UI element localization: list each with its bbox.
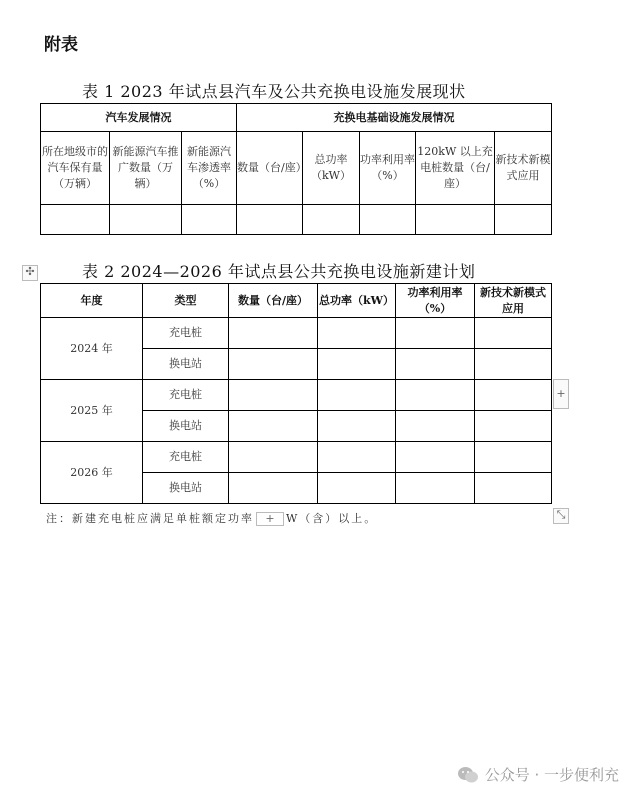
table2-cell[interactable]	[396, 318, 475, 349]
table2-year-cell: 2024 年	[41, 318, 143, 380]
table1-cell[interactable]	[110, 205, 182, 235]
table-note	[46, 510, 377, 526]
table2-cell[interactable]	[475, 442, 552, 473]
table2-cell[interactable]	[475, 318, 552, 349]
table2-cell[interactable]	[396, 349, 475, 380]
wechat-icon	[457, 766, 479, 784]
add-row-icon[interactable]: +	[256, 512, 284, 526]
table1-group-vehicle: 汽车发展情况	[41, 104, 237, 132]
add-column-icon[interactable]: +	[553, 379, 569, 409]
table1-col-header: 新能源汽车渗透率（%）	[182, 132, 237, 205]
table2-year-cell: 2025 年	[41, 380, 143, 442]
table2-header-new-tech: 新技术新模式应用	[475, 284, 552, 318]
table2-cell[interactable]	[229, 349, 318, 380]
table2-cell[interactable]	[318, 349, 396, 380]
table2-cell[interactable]	[229, 473, 318, 504]
table2-cell[interactable]	[475, 349, 552, 380]
table2-year-cell: 2026 年	[41, 442, 143, 504]
table2-type-cell: 换电站	[143, 473, 229, 504]
table2-cell[interactable]	[396, 411, 475, 442]
table1-col-header: 总功率（kW）	[303, 132, 360, 205]
heading: 附表	[44, 35, 78, 55]
table1-cell[interactable]	[495, 205, 552, 235]
table2-header-year: 年度	[41, 284, 143, 318]
table2-header-type: 类型	[143, 284, 229, 318]
table2-cell[interactable]	[318, 473, 396, 504]
table2-type-cell: 充电桩	[143, 318, 229, 349]
footer-text: 公众号 · 一步便利充	[484, 766, 619, 784]
table2-cell[interactable]	[229, 411, 318, 442]
table1-cell[interactable]	[303, 205, 360, 235]
table1-cell[interactable]	[182, 205, 237, 235]
table1-cell[interactable]	[237, 205, 303, 235]
table2-header-count: 数量（台/座）	[229, 284, 318, 318]
table2-title: 表 2 2024—2026 年试点县公共充换电设施新建计划	[82, 262, 476, 281]
table2-cell[interactable]	[229, 442, 318, 473]
table1-col-header: 新能源汽车推广数量（万辆）	[110, 132, 182, 205]
table2-type-cell: 换电站	[143, 349, 229, 380]
table1	[40, 103, 552, 235]
note-text-before: 注：新建充电桩应满足单桩额定功率	[46, 512, 254, 525]
table2-cell[interactable]	[318, 318, 396, 349]
table-move-handle-icon[interactable]: ✣	[22, 265, 38, 281]
table2-cell[interactable]	[475, 411, 552, 442]
table2-cell[interactable]	[396, 442, 475, 473]
table1-title: 表 1 2023 年试点县汽车及公共充换电设施发展现状	[82, 82, 466, 101]
table2-type-cell: 充电桩	[143, 442, 229, 473]
table2-cell[interactable]	[318, 411, 396, 442]
table2-type-cell: 充电桩	[143, 380, 229, 411]
table2-cell[interactable]	[475, 473, 552, 504]
table1-cell[interactable]	[360, 205, 416, 235]
table1-cell[interactable]	[416, 205, 495, 235]
table2-header-utilization: 功率利用率（%）	[396, 284, 475, 318]
table2-cell[interactable]	[318, 442, 396, 473]
table2-cell[interactable]	[396, 473, 475, 504]
table2-cell[interactable]	[318, 380, 396, 411]
note-text-after: W（含）以上。	[286, 512, 378, 525]
table1-group-infrastructure: 充换电基础设施发展情况	[237, 104, 552, 132]
table1-col-header: 新技术新模式应用	[495, 132, 552, 205]
table2-cell[interactable]	[396, 380, 475, 411]
table1-col-header: 120kW 以上充电桩数量（台/座）	[416, 132, 495, 205]
footer-watermark	[457, 764, 619, 785]
table2-cell[interactable]	[229, 380, 318, 411]
table1-col-header: 功率利用率（%）	[360, 132, 416, 205]
table2-cell[interactable]	[229, 318, 318, 349]
table1-col-header: 所在地级市的汽车保有量（万辆）	[41, 132, 110, 205]
table2-header-power: 总功率（kW）	[318, 284, 396, 318]
table1-cell[interactable]	[41, 205, 110, 235]
table2-type-cell: 换电站	[143, 411, 229, 442]
table-resize-handle-icon[interactable]: ⤡	[553, 508, 569, 524]
table1-col-header: 数量（台/座）	[237, 132, 303, 205]
table2	[40, 283, 552, 504]
table2-cell[interactable]	[475, 380, 552, 411]
